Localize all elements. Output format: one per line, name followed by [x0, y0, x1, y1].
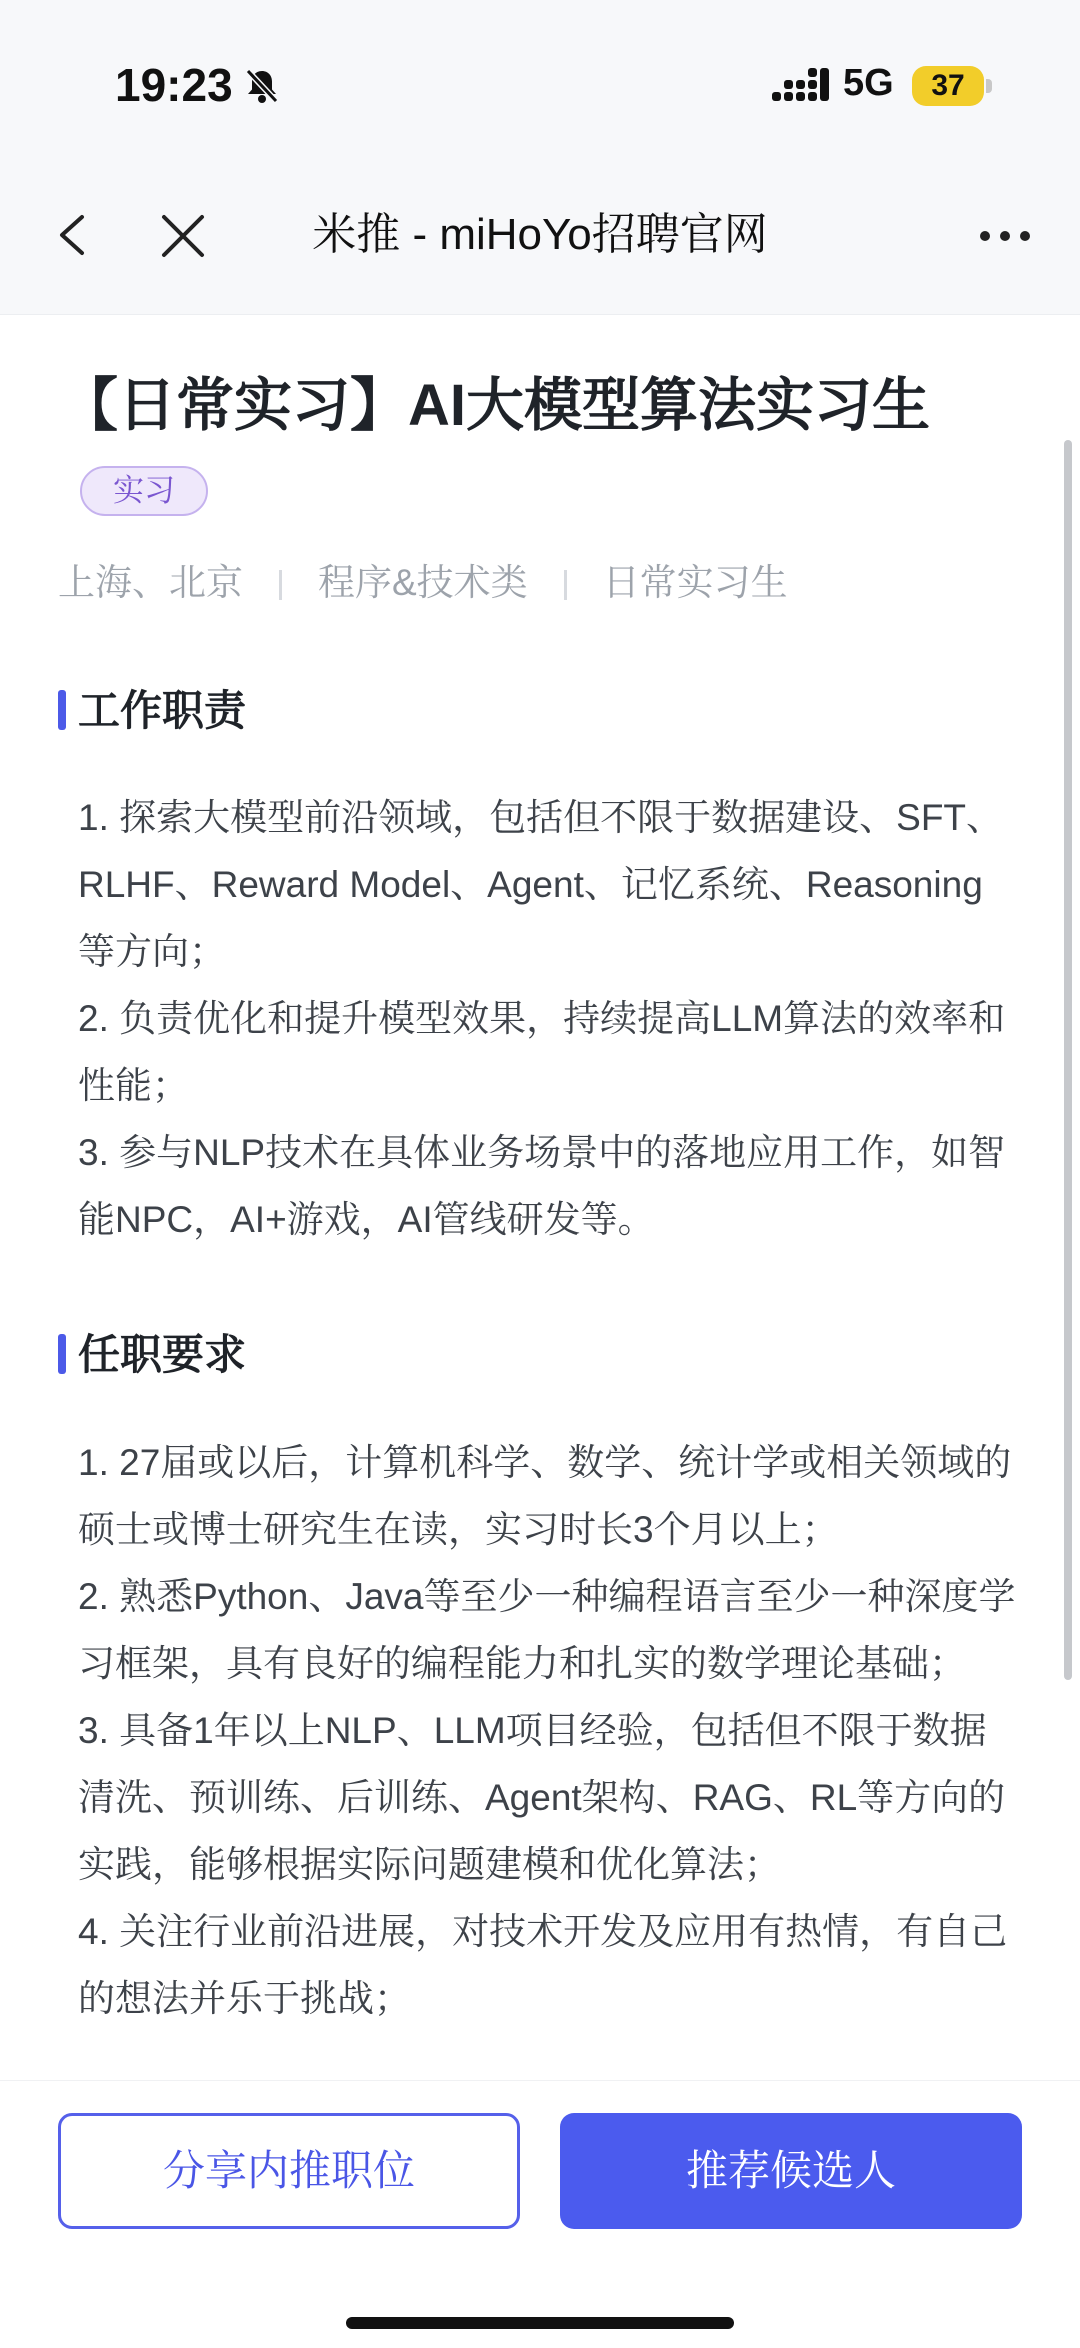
list-item: 2. 负责优化和提升模型效果，持续提高LLM算法的效率和性能； [78, 998, 1006, 1106]
list-item: 3. 参与NLP技术在具体业务场景中的落地应用工作，如智能NPC，AI+游戏，AI管线研发等。 [78, 1132, 1006, 1240]
duties-list [78, 784, 1018, 1253]
job-title: 【日常实习】AI大模型算法实习生 [60, 373, 931, 438]
requirements-list [78, 1429, 1018, 2032]
section-title: 任职要求 [78, 1331, 247, 1378]
nav-bar [0, 175, 1080, 315]
status-bar [0, 0, 1080, 175]
network-type: 5G [843, 62, 894, 104]
section-marker [58, 690, 66, 730]
section-heading-duties [58, 678, 246, 738]
job-location: 上海、北京 [58, 562, 243, 603]
share-referral-button[interactable]: 分享内推职位 [58, 2113, 520, 2229]
section-heading-requirements [58, 1322, 246, 1382]
list-item: 1. 27届或以后，计算机科学、数学、统计学或相关领域的硕士或博士研究生在读，实习时长3个月以上； [78, 1442, 1012, 1550]
home-indicator[interactable] [346, 2317, 734, 2329]
meta-divider [279, 570, 282, 600]
list-item: 4. 关注行业前沿进展，对技术开发及应用有热情，有自己的想法并乐于挑战； [78, 1911, 1008, 2019]
back-icon[interactable] [52, 205, 94, 265]
list-item: 2. 熟悉Python、Java等至少一种编程语言至少一种深度学习框架，具有良好的编程能力和扎实的数学理论基础； [78, 1576, 1016, 1684]
signal-icon [772, 68, 830, 104]
battery-cap [986, 79, 992, 93]
page-title: 米推 - miHoYo招聘官网 [312, 210, 768, 259]
list-item: 1. 探索大模型前沿领域，包括但不限于数据建设、SFT、RLHF、Reward Model、Agent、记忆系统、Reasoning等方向； [78, 797, 1004, 972]
job-type: 日常实习生 [602, 562, 788, 603]
bottom-action-bar [0, 2080, 1080, 2348]
job-detail [0, 316, 1080, 2076]
status-time: 19:23 [115, 59, 233, 111]
scrollbar[interactable] [1064, 440, 1072, 1680]
list-item: 3. 具备1年以上NLP、LLM项目经验，包括但不限于数据清洗、预训练、后训练、Agent架构、RAG、RL等方向的实践，能够根据实际问题建模和优化算法； [78, 1710, 1006, 1885]
section-marker [58, 1334, 66, 1374]
more-icon[interactable] [975, 211, 1035, 261]
recommend-candidate-button[interactable]: 推荐候选人 [560, 2113, 1022, 2229]
job-tag: 实习 [80, 466, 208, 516]
job-meta [58, 552, 788, 606]
meta-divider [564, 570, 567, 600]
battery-indicator: 37 [912, 66, 984, 106]
close-icon[interactable] [158, 205, 208, 265]
job-category: 程序&技术类 [318, 562, 528, 603]
bell-muted-icon [242, 66, 282, 106]
section-title: 工作职责 [78, 687, 247, 734]
